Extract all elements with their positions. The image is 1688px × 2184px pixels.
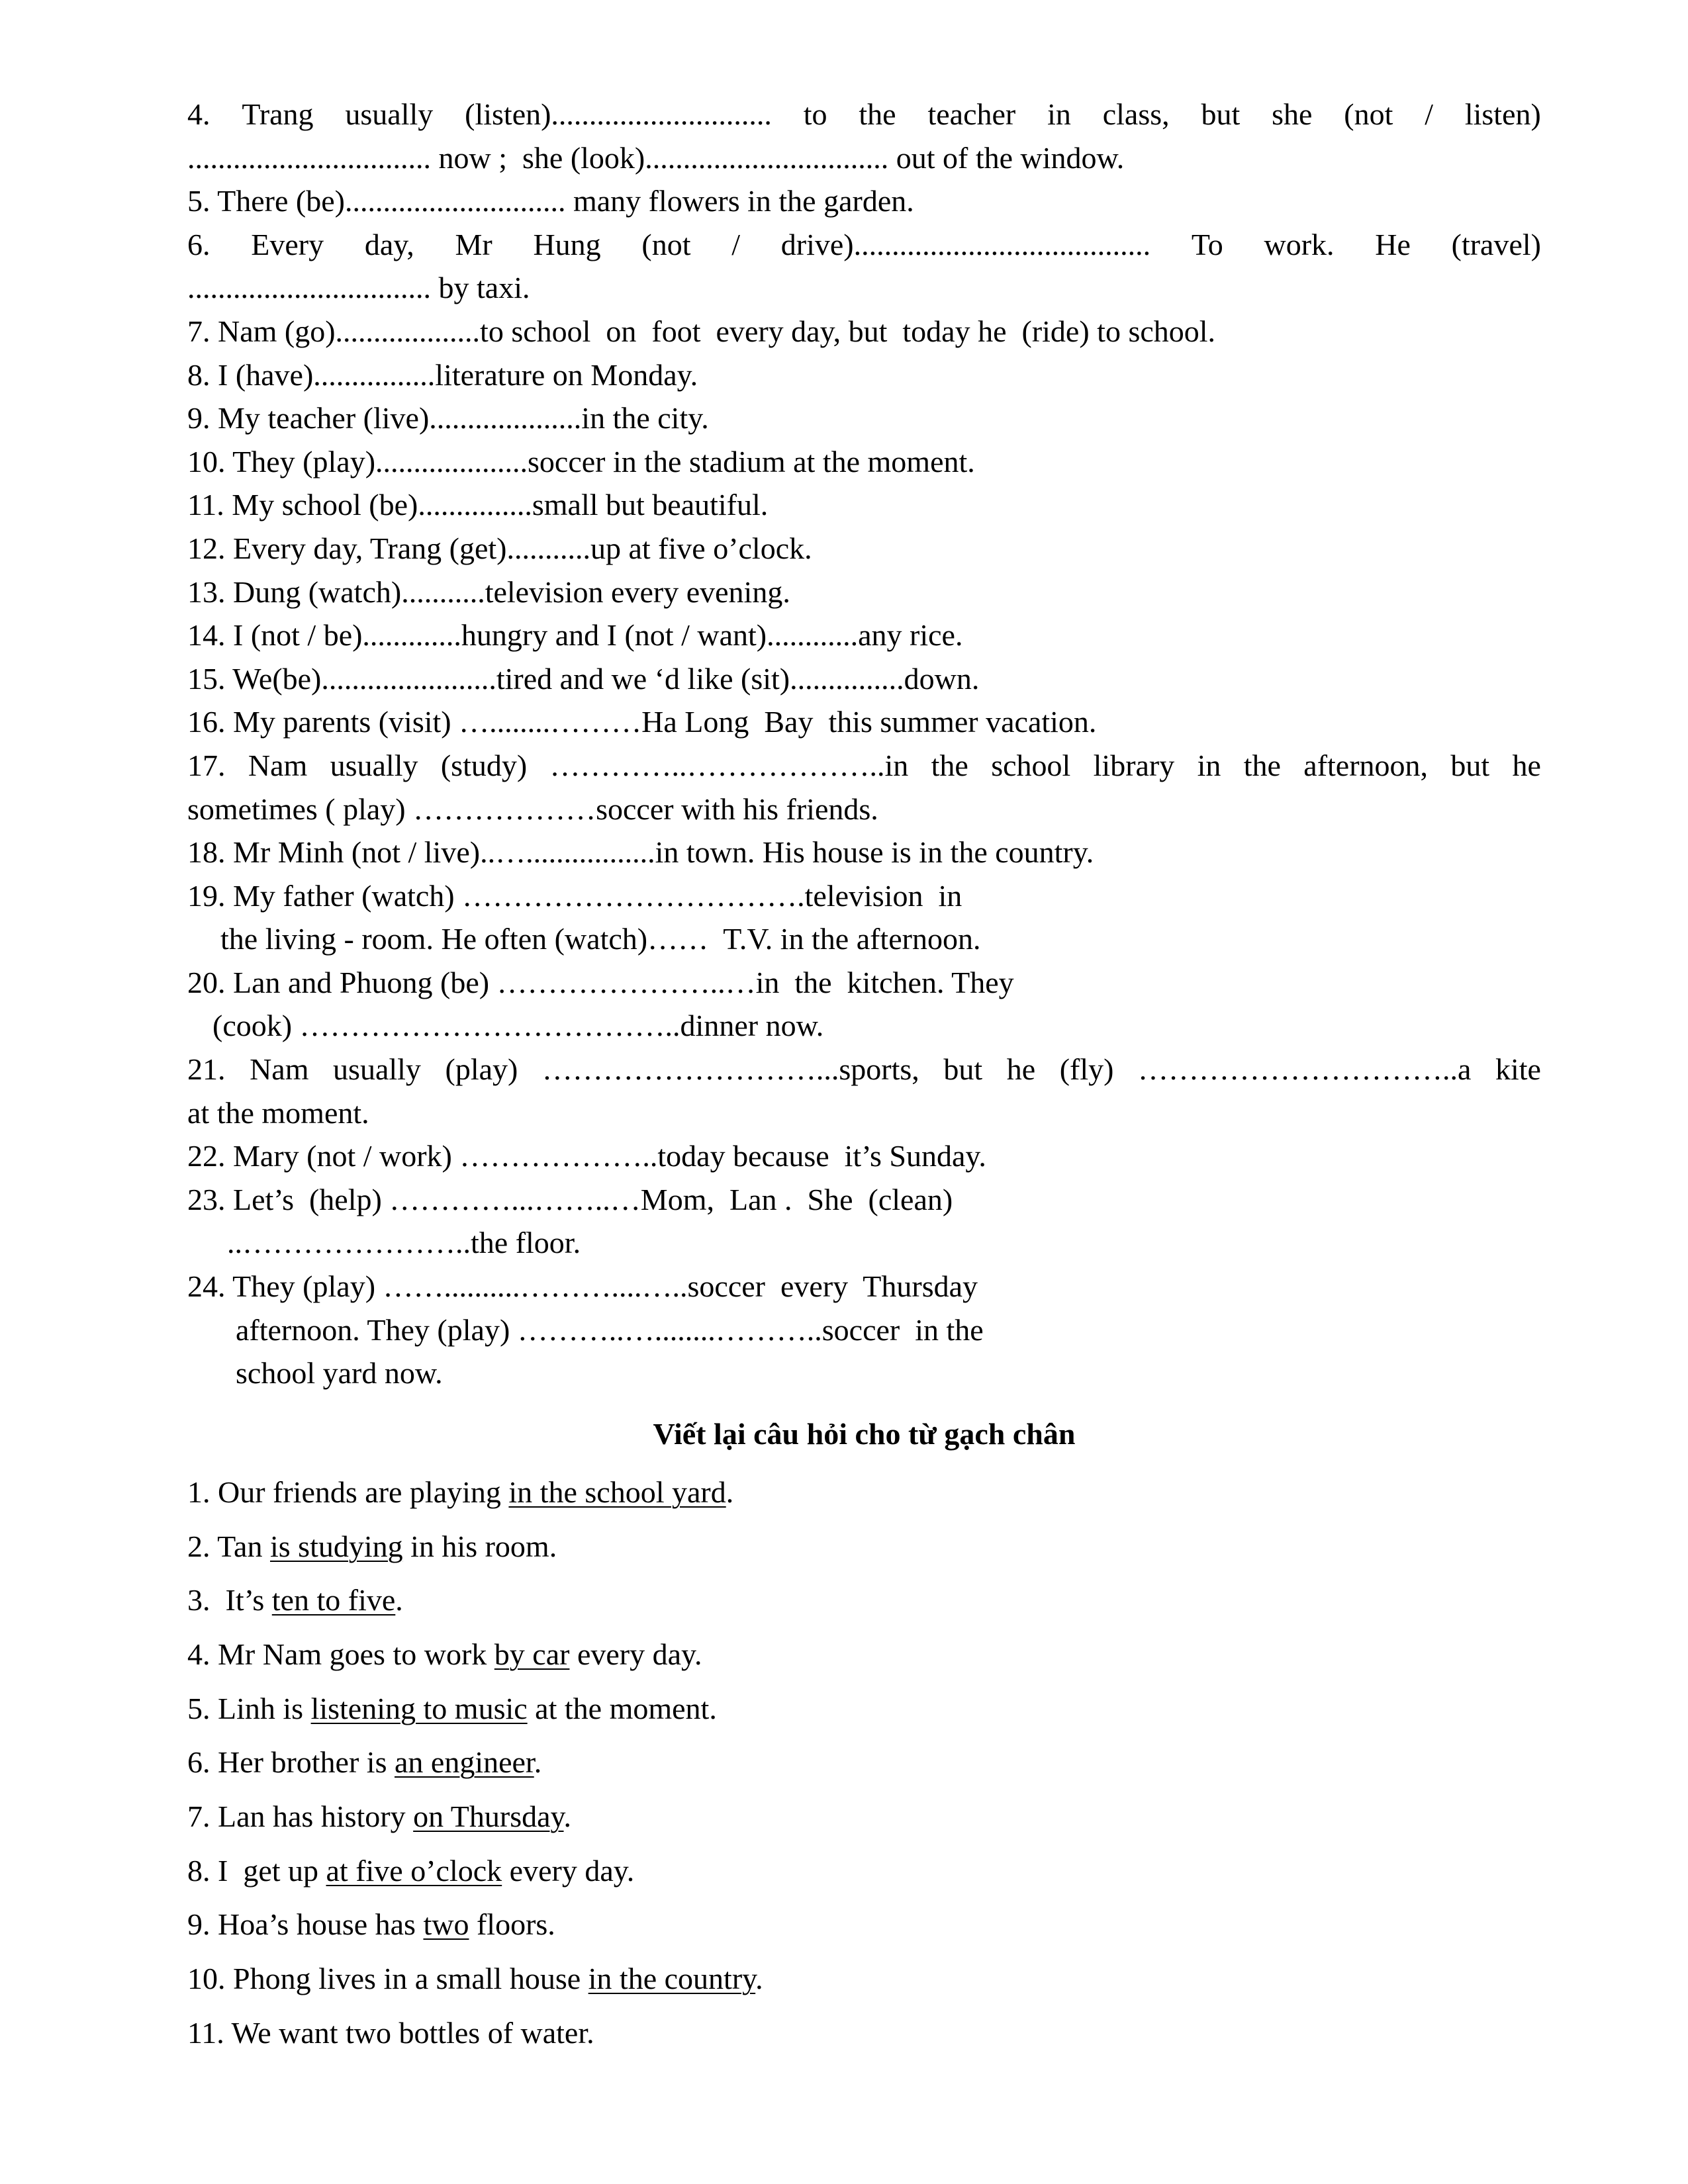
exercise-line-15: 15. We(be).......................tired and we ‘d like (sit)...............down. (187, 661, 980, 696)
word: in (1047, 97, 1071, 131)
word: (fly) (1059, 1052, 1114, 1087)
question-item (187, 1735, 1541, 1790)
exercise-line-17b: sometimes ( play) ………………soccer with his friends. (187, 792, 878, 826)
word: he (1006, 1052, 1036, 1087)
question-text-after: . (395, 1583, 403, 1617)
exercise-line-22: 22. Mary (not / work) ………………..today because it’s Sunday. (187, 1139, 986, 1173)
word: day, (364, 227, 414, 261)
exercise-line-16: 16. My parents (visit) …........………Ha Long Bay this summer vacation. (187, 705, 1097, 739)
word: but (1201, 97, 1241, 131)
word: (study) (440, 748, 528, 782)
question-item (187, 1682, 1541, 1736)
word: (travel) (1451, 227, 1541, 261)
question-text-after: . (534, 1745, 542, 1780)
exercise-line-4a (187, 93, 1541, 136)
exercise-line-14: 14. I (not / be).............hungry and I (not / want)............any rice. (187, 618, 963, 653)
underlined-phrase: at five o’clock (326, 1853, 502, 1888)
word: 21. (187, 1052, 226, 1087)
underlined-phrase: by car (494, 1637, 570, 1671)
underlined-phrase: an engineer (394, 1745, 534, 1780)
question-text-before: 7. Lan has history (187, 1799, 414, 1833)
question-text-before: 3. It’s (187, 1583, 272, 1617)
exercise-line-6b: ................................ by taxi. (187, 271, 530, 305)
word: usually (333, 1052, 421, 1087)
underlined-phrase: is studying (269, 1529, 403, 1563)
word: kite (1495, 1052, 1541, 1087)
exercise-line-10: 10. They (play)....................soccer in the stadium at the moment. (187, 444, 975, 478)
word: she (1272, 97, 1313, 131)
exercise-line-8: 8. I (have)................literature on Monday. (187, 357, 698, 392)
question-text-before: 2. Tan (187, 1529, 270, 1563)
word: the (931, 748, 968, 782)
word: but (1450, 748, 1490, 782)
underlined-phrase: in the school yard (508, 1475, 726, 1509)
word: 4. (187, 97, 211, 131)
underlined-phrase: listening to music (310, 1691, 528, 1725)
question-item (187, 1573, 1541, 1627)
exercise-line-5: 5. There (be)............................. many flowers in the garden. (187, 184, 914, 218)
exercise-line-23a: 23. Let’s (help) …………...……..…Mom, Lan . She (clean) (187, 1182, 953, 1216)
question-item (187, 1627, 1541, 1682)
word: He (1375, 227, 1411, 261)
word: listen) (1464, 97, 1541, 131)
question-text-after: every day. (502, 1853, 635, 1888)
exercise-line-24a: 24. They (play) ……..........………....…..soccer every Thursday (187, 1269, 978, 1304)
word: school (991, 748, 1071, 782)
word: library (1093, 748, 1175, 782)
exercise-line-19a: 19. My father (watch) …………………………….television in (187, 878, 962, 913)
question-text-after: . (755, 1962, 763, 1995)
word: usually (345, 97, 434, 131)
word: the (859, 97, 896, 131)
exercise-line-6a (187, 223, 1541, 267)
word: in (1197, 748, 1221, 782)
word: he (1512, 748, 1541, 782)
word: drive)....................................... (780, 227, 1151, 261)
question-item (187, 1844, 1541, 1898)
word: (listen)............................. (465, 97, 772, 131)
word: To (1191, 227, 1223, 261)
word: teacher (927, 97, 1016, 131)
exercise-line-21a (187, 1048, 1541, 1091)
question-text-before: 9. Hoa’s house has (187, 1907, 424, 1942)
underlined-phrase: on Thursday (413, 1799, 564, 1833)
exercise-line-20a: 20. Lan and Phuong (be) …………………..…in the kitchen. They (187, 965, 1014, 999)
word: Nam (250, 1052, 309, 1087)
question-text-after: every day. (569, 1637, 702, 1671)
question-text-before: 10. Phong lives in a small house (187, 1962, 588, 1995)
word: 17. (187, 748, 226, 782)
question-text-before: 5. Linh is (187, 1691, 311, 1725)
word: usually (330, 748, 418, 782)
exercise-line-23b: ..…………………..the floor. (227, 1226, 581, 1260)
section-heading: Viết lại câu hỏi cho từ gạch chân (653, 1416, 1076, 1451)
underlined-phrase: in the country (588, 1962, 756, 1995)
word: but (943, 1052, 983, 1087)
word: to (803, 97, 827, 131)
word: (not (1344, 97, 1393, 131)
exercise-line-9: 9. My teacher (live)....................in the city. (187, 401, 709, 435)
exercise-line-12: 12. Every day, Trang (get)...........up at five o’clock. (187, 531, 812, 565)
word: Nam (248, 748, 308, 782)
worksheet-page (187, 93, 1541, 2060)
question-item (187, 1952, 1541, 2006)
word: (play) (445, 1052, 518, 1087)
question-text-before: 4. Mr Nam goes to work (187, 1637, 494, 1671)
question-text-before: 1. Our friends are playing (187, 1475, 509, 1509)
word: class, (1102, 97, 1170, 131)
underlined-phrase: two (423, 1907, 469, 1942)
question-item (187, 1520, 1541, 1574)
question-item (187, 1465, 1541, 1520)
word: afternoon, (1303, 748, 1429, 782)
exercise-line-20b: (cook) ………………………………..dinner now. (212, 1009, 824, 1043)
word: (not (641, 227, 691, 261)
word: ………………………...sports, (541, 1052, 919, 1087)
question-text-after: at the moment. (527, 1691, 717, 1725)
question-text-before: 11. We want two bottles of water. (187, 2015, 594, 2050)
question-list (187, 1465, 1541, 2060)
exercise-line-13: 13. Dung (watch)...........television every evening. (187, 574, 790, 609)
word: work. (1264, 227, 1335, 261)
exercise-line-7: 7. Nam (go)...................to school on foot every day, but today he (ride) to school. (187, 314, 1216, 348)
exercise-line-4b: ................................ now ; she (look)................................ out of the window. (187, 140, 1125, 175)
word: the (1243, 748, 1281, 782)
question-item (187, 2006, 1541, 2060)
exercise-line-17a (187, 744, 1541, 788)
question-text-after: . (726, 1475, 734, 1509)
word: Hung (533, 227, 601, 261)
word: Every (251, 227, 324, 261)
exercise-line-24c: school yard now. (236, 1356, 443, 1390)
exercise-line-24b: afternoon. They (play) ………..…........………..soccer in the (236, 1312, 984, 1347)
question-text-before: 6. Her brother is (187, 1745, 395, 1780)
word: / (1425, 97, 1433, 131)
underlined-phrase: ten to five (271, 1583, 396, 1617)
exercise-line-19b: the living - room. He often (watch)…… T.V. in the afternoon. (220, 922, 981, 956)
question-item (187, 1897, 1541, 1952)
exercise-line-11: 11. My school (be)...............small but beautiful. (187, 488, 769, 522)
question-text-after: floors. (469, 1907, 555, 1942)
word: Trang (242, 97, 314, 131)
question-item (187, 1790, 1541, 1844)
exercise-line-21b: at the moment. (187, 1095, 369, 1130)
word: …………………………..a (1138, 1052, 1472, 1087)
word: / (731, 227, 741, 261)
question-text-before: 8. I get up (187, 1853, 326, 1888)
question-text-after: in his room. (402, 1529, 557, 1563)
word: …………..………………..in (549, 748, 909, 782)
question-text-after: . (563, 1799, 572, 1833)
exercise-section (187, 93, 1541, 1395)
word: 6. (187, 227, 211, 261)
exercise-line-18: 18. Mr Minh (not / live)..….................in town. His house is in the country. (187, 835, 1094, 870)
word: Mr (455, 227, 492, 261)
